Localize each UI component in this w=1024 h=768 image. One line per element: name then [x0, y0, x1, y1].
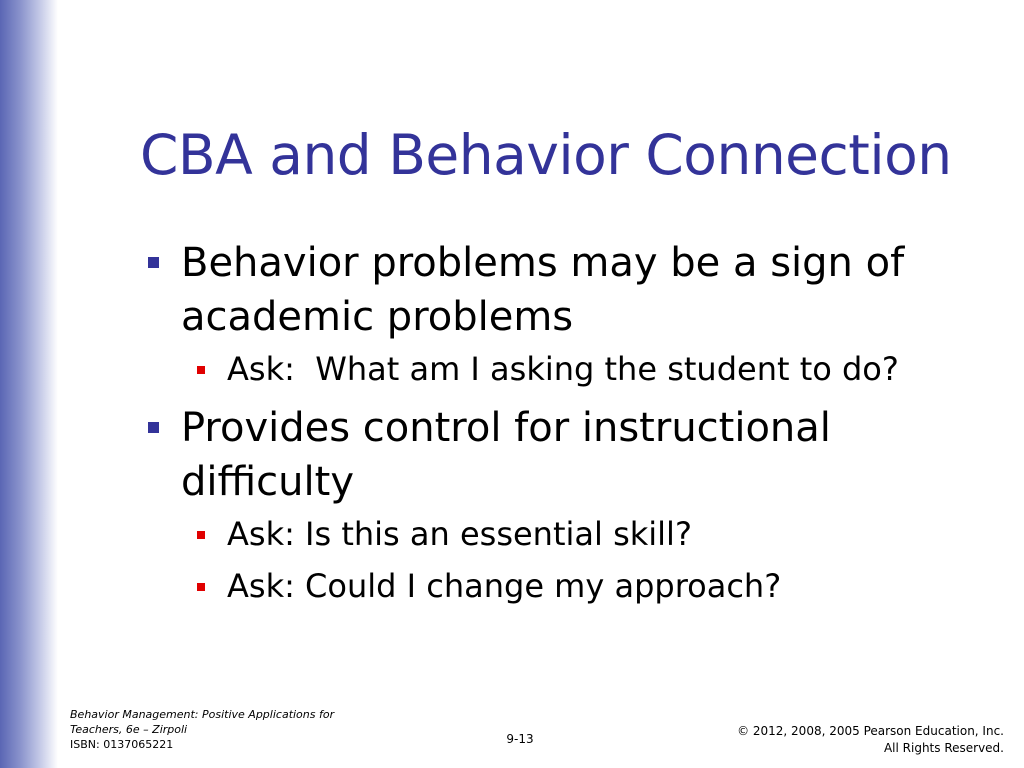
square-bullet-icon — [197, 531, 205, 539]
bullet-text: Provides control for instructional difficulty — [181, 405, 831, 505]
left-accent-bar — [0, 0, 58, 768]
sub-bullet-item — [145, 514, 995, 554]
bullet-item — [145, 236, 995, 344]
footer-copyright — [737, 723, 1004, 757]
bullet-text: Behavior problems may be a sign of academic problems — [181, 240, 905, 340]
slide-number: 9-13 — [506, 732, 534, 746]
sub-bullet-item — [145, 349, 995, 389]
sub-bullet-item — [145, 566, 995, 606]
square-bullet-icon — [197, 366, 205, 374]
bullet-list — [145, 236, 995, 606]
bullet-item — [145, 401, 995, 509]
square-bullet-icon — [148, 257, 159, 268]
sub-bullet-text: Ask: What am I asking the student to do? — [227, 350, 899, 388]
rights-text: All Rights Reserved. — [883, 741, 1004, 755]
copyright-text: © 2012, 2008, 2005 Pearson Education, Inc. — [737, 724, 1004, 738]
sub-bullet-text: Ask: Is this an essential skill? — [227, 515, 692, 553]
sub-bullet-text: Ask: Could I change my approach? — [227, 567, 782, 605]
footer-isbn: ISBN: 0137065221 — [70, 738, 174, 751]
footer-book-title: Behavior Management: Positive Applications for Teachers, 6e – Zirpoli — [70, 708, 335, 736]
square-bullet-icon — [197, 583, 205, 591]
footer-book-info — [70, 707, 370, 752]
slide-title: CBA and Behavior Connection — [140, 123, 952, 187]
square-bullet-icon — [148, 422, 159, 433]
